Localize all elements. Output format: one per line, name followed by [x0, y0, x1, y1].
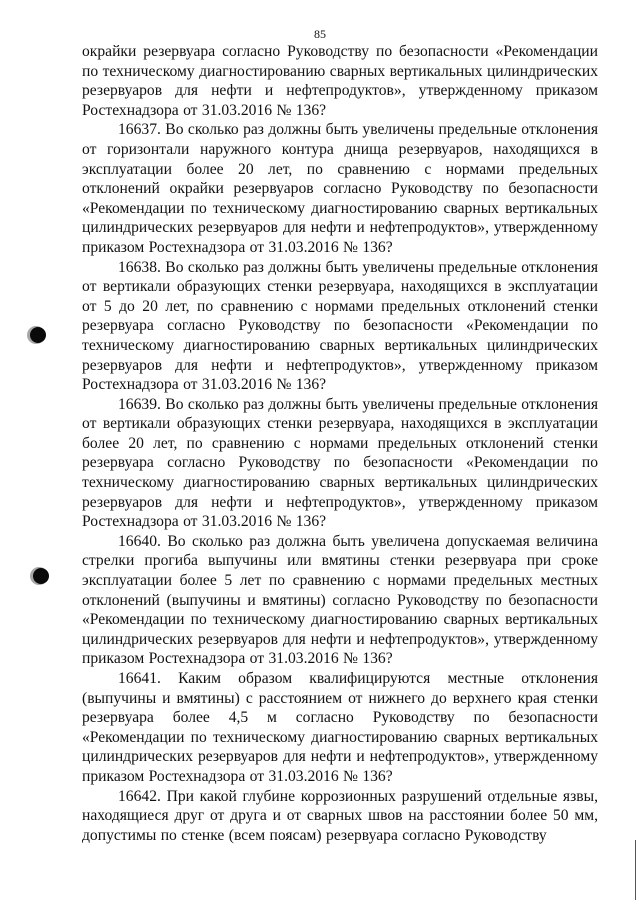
paragraph-continuation: окрайки резервуара согласно Руководству по безопасности «Рекомендации по техническому диагностированию сварных вертикальных цилиндрических резервуаров для нефти и нефтепродуктов», утвержденному приказом Ростехнадзора от 31.03.2016 № 136? — [82, 43, 598, 119]
question-16640: 16640. Во сколько раз должна быть увеличена допускаемая величина стрелки прогиба выпучины или вмятины стенки резервуара при сроке эксплуатации более 5 лет по сравнению с нормами предельных местных отклонений (выпучины и вмятины) согласно Руководству по безопасности «Рекомендации по техническому диагностированию сварных вертикальных цилиндрических резервуаров для нефти и нефтепродуктов», утвержденному приказом Ростехнадзора от 31.03.2016 № 136? — [82, 532, 598, 668]
question-16637: 16637. Во сколько раз должны быть увеличены предельные отклонения от горизонтали наружного контура днища резервуаров, находящихся в эксплуатации более 20 лет, по сравнению с нормами предельных отклонений окрайки резервуаров согласно Руководству по безопасности «Рекомендации по техническому диагностированию сварных вертикальных цилиндрических резервуаров для нефти и нефтепродуктов», утвержденному приказом Ростехнадзора от 31.03.2016 № 136? — [82, 121, 598, 256]
punch-hole-mark — [33, 568, 49, 584]
document-body — [82, 42, 598, 845]
question-16642: 16642. При какой глубине коррозионных разрушений отдельные язвы, находящиеся друг от друга и от сварных швов на расстоянии более 50 мм, допустимы по стенке (всем поясам) резервуара согласно Руководству — [82, 787, 598, 844]
question-16638: 16638. Во сколько раз должны быть увеличены предельные отклонения от вертикали образующих стенки резервуара, находящихся в эксплуатации от 5 до 20 лет, по сравнению с нормами предельных отклонений стенки резервуара согласно Руководству по безопасности «Рекомендации по техническому диагностированию сварных вертикальных цилиндрических резервуаров для нефти и нефтепродуктов», утвержденному приказом Ростехнадзора от 31.03.2016 № 136? — [82, 258, 598, 394]
scan-edge-line — [635, 840, 636, 900]
page-number: 85 — [314, 27, 326, 41]
question-16641: 16641. Каким образом квалифицируются местные отклонения (выпучины и вмятины) с расстоянием от нижнего до верхнего края стенки резервуара более 4,5 м согласно Руководству по безопасности «Рекомендации по техническому диагностированию сварных вертикальных цилиндрических резервуаров для нефти и нефтепродуктов», утвержденному приказом Ростехнадзора от 31.03.2016 № 136? — [82, 670, 598, 785]
question-16639: 16639. Во сколько раз должны быть увеличены предельные отклонения от вертикали образующих стенки резервуара, находящихся в эксплуатации более 20 лет, по сравнению с нормами предельных отклонений стенки резервуара согласно Руководству по безопасности «Рекомендации по техническому диагностированию сварных вертикальных цилиндрических резервуаров для нефти и нефтепродуктов», утвержденному приказом Ростехнадзора от 31.03.2016 № 136? — [82, 395, 598, 531]
punch-hole-mark — [30, 327, 46, 343]
